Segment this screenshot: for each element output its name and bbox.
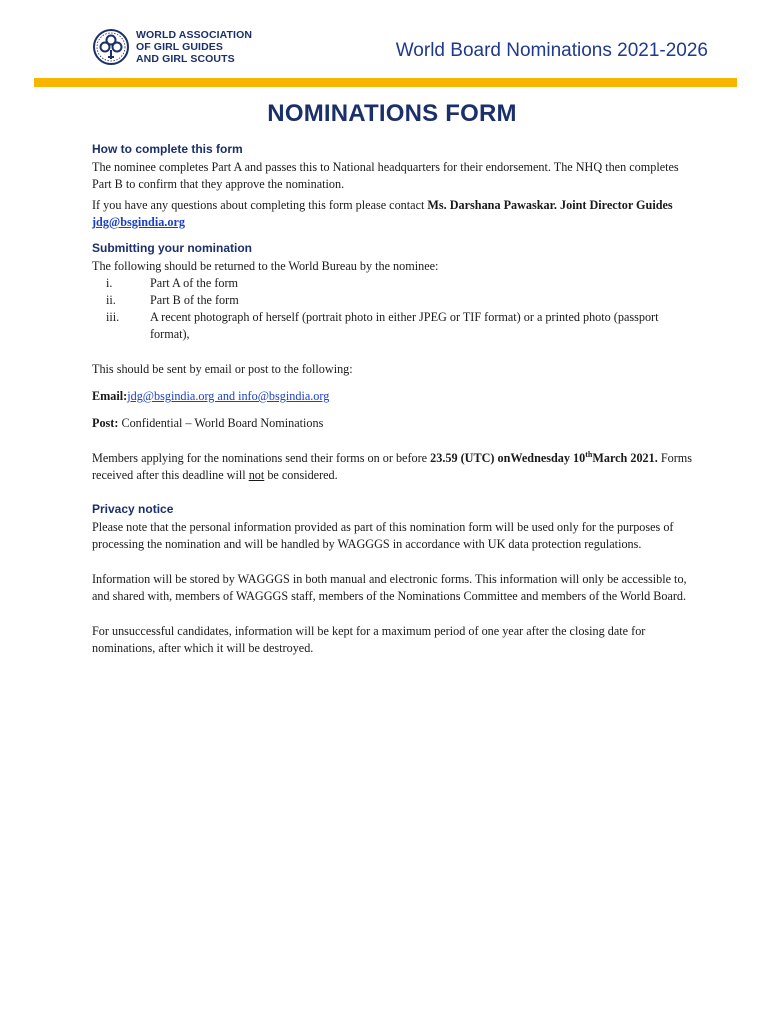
list-item	[92, 292, 692, 309]
deadline-not: not	[248, 468, 265, 482]
list-item-number: ii.	[106, 293, 116, 307]
logo-text	[136, 29, 252, 65]
wagggs-logo	[92, 26, 252, 68]
contact-email-link[interactable]: jdg@bsgindia.org	[92, 215, 185, 229]
trefoil-logo-icon	[92, 26, 130, 68]
header-title: World Board Nominations 2021-2026	[395, 40, 708, 61]
email-label: Email:	[92, 389, 128, 403]
submitting-intro: The following should be returned to the World Bureau by the nominee:	[92, 259, 439, 273]
list-item	[92, 275, 692, 292]
post-value: Confidential – World Board Nominations	[118, 416, 324, 430]
document-body	[92, 96, 692, 657]
deadline-date-part2: March 2021.	[592, 451, 658, 465]
list-item	[92, 309, 692, 343]
contact-name: Ms. Darshana Pawaskar. Joint Director Guides	[427, 198, 673, 212]
list-item-text: Part A of the form	[150, 276, 239, 290]
deadline-date-suffix: th	[585, 449, 593, 459]
deadline-suffix-end: be considered.	[264, 468, 338, 482]
deadline-paragraph	[92, 450, 692, 484]
list-item-number: i.	[106, 276, 113, 290]
contact-prefix: If you have any questions about completing this form please contact	[92, 198, 428, 212]
privacy-paragraph-1: Please note that the personal information provided as part of this nomination form will be used only for the purposes of processing the nomination and will be handled by WAGGGS in accordance with UK data protection regulations.	[92, 520, 674, 551]
deadline-date	[430, 451, 658, 465]
list-item-number: iii.	[106, 310, 120, 324]
privacy-paragraph-3: For unsuccessful candidates, information will be kept for a maximum period of one year after the closing date for nominations, after which it will be destroyed.	[92, 624, 646, 655]
requirements-list	[92, 275, 692, 343]
list-item-text: Part B of the form	[150, 293, 239, 307]
how-to-heading: How to complete this form	[92, 142, 243, 156]
contact-paragraph	[92, 197, 692, 231]
post-label: Post:	[92, 416, 119, 430]
post-line	[92, 415, 692, 432]
email-addresses-link[interactable]: jdg@bsgindia.org and info@bsgindia.org	[127, 389, 330, 403]
list-item-text: A recent photograph of herself (portrait photo in either JPEG or TIF format) or a printed photo (passport format),	[150, 310, 659, 341]
logo-line: WORLD ASSOCIATION	[136, 29, 253, 41]
logo-line: OF GIRL GUIDES	[136, 41, 223, 53]
deadline-suffix: Forms received after this deadline will	[92, 451, 692, 482]
how-to-paragraph: The nominee completes Part A and passes this to National headquarters for their endorsement. The NHQ then completes Part B to confirm that they approve the nomination.	[92, 160, 679, 191]
page-header	[0, 0, 770, 92]
logo-line: AND GIRL SCOUTS	[136, 53, 235, 65]
privacy-paragraph-2: Information will be stored by WAGGGS in both manual and electronic forms. This information will only be accessible to, and shared with, members of WAGGGS staff, members of the Nominations Committee and members of the World Board.	[92, 572, 687, 603]
deadline-date-part1: 23.59 (UTC) onWednesday 10	[430, 451, 586, 465]
submitting-heading: Submitting your nomination	[92, 241, 252, 255]
email-line	[92, 388, 692, 405]
header-accent-bar	[34, 78, 737, 87]
form-title: NOMINATIONS FORM	[267, 100, 517, 127]
privacy-heading: Privacy notice	[92, 502, 174, 516]
deadline-prefix: Members applying for the nominations send their forms on or before	[92, 451, 431, 465]
send-instructions: This should be sent by email or post to the following:	[92, 362, 353, 376]
